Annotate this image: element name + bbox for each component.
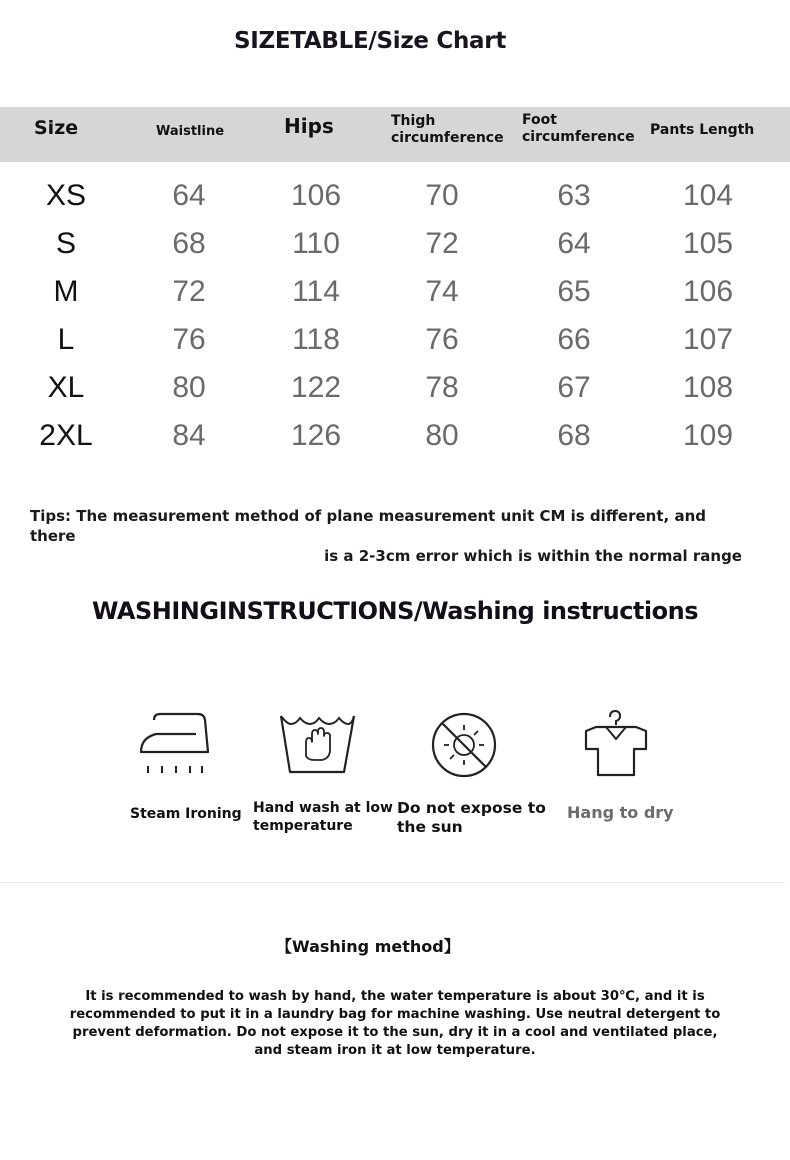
cell-pants-length: 105 <box>682 227 734 260</box>
table-row <box>0 368 790 416</box>
table-row <box>0 272 790 320</box>
washing-method-title: 【Washing method】 <box>276 937 460 956</box>
header-thigh-line1: Thigh <box>391 113 436 129</box>
cell-waist: 68 <box>172 227 206 260</box>
section-divider <box>0 882 785 883</box>
cell-waist: 80 <box>172 371 206 404</box>
cell-thigh: 74 <box>425 275 459 308</box>
no-sun-icon <box>430 711 498 779</box>
cell-pants-length: 109 <box>682 419 734 452</box>
method-line2: recommended to put it in a laundry bag for machine washing. Use neutral detergent to <box>69 1007 721 1022</box>
cell-foot: 66 <box>557 323 591 356</box>
hang-to-dry-label: Hang to dry <box>567 803 674 822</box>
cell-waist: 76 <box>172 323 206 356</box>
header-hips: Hips <box>284 114 334 138</box>
cell-foot: 65 <box>557 275 591 308</box>
cell-pants-length: 108 <box>682 371 734 404</box>
cell-hips: 122 <box>290 371 342 404</box>
cell-thigh: 72 <box>425 227 459 260</box>
cell-size: M <box>53 275 79 308</box>
cell-foot: 64 <box>557 227 591 260</box>
table-row <box>0 416 790 464</box>
measurement-tips <box>30 506 742 566</box>
size-chart-title: SIZETABLE/Size Chart <box>233 28 507 54</box>
header-foot <box>522 112 642 146</box>
cell-size: XL <box>47 371 85 404</box>
cell-foot: 68 <box>557 419 591 452</box>
tips-line1: Tips: The measurement method of plane measurement unit CM is different, and there <box>30 507 706 545</box>
cell-hips: 114 <box>292 275 340 308</box>
tips-line2: is a 2-3cm error which is within the normal range <box>324 547 742 565</box>
no-sun-label <box>397 799 546 837</box>
hand-wash-icon <box>278 712 356 776</box>
no-sun-label-line1: Do not expose to <box>397 799 546 817</box>
method-line1: It is recommended to wash by hand, the water temperature is about 30℃, and it is <box>85 989 705 1004</box>
cell-pants-length: 106 <box>682 275 734 308</box>
header-thigh <box>391 113 511 147</box>
header-size: Size <box>34 117 79 139</box>
cell-waist: 72 <box>172 275 206 308</box>
header-foot-line1: Foot <box>522 112 557 128</box>
hang-dry-icon <box>582 709 650 779</box>
cell-hips: 118 <box>292 323 340 356</box>
header-waistline: Waistline <box>156 124 225 139</box>
cell-size: L <box>57 323 75 356</box>
cell-pants-length: 104 <box>682 179 734 212</box>
cell-thigh: 78 <box>425 371 459 404</box>
method-line3: prevent deformation. Do not expose it to the sun, dry it in a cool and ventilated place, <box>72 1025 718 1040</box>
cell-foot: 67 <box>557 371 591 404</box>
cell-thigh: 70 <box>425 179 459 212</box>
cell-pants-length: 107 <box>682 323 734 356</box>
cell-size: S <box>55 227 76 260</box>
cell-waist: 64 <box>172 179 206 212</box>
washing-method-text <box>60 988 730 1060</box>
hand-wash-label-line2: temperature <box>253 818 353 834</box>
cell-hips: 110 <box>292 227 340 260</box>
header-pants-length: Pants Length <box>650 122 755 138</box>
header-thigh-line2: circumference <box>391 130 504 146</box>
cell-hips: 126 <box>290 419 342 452</box>
cell-size: XS <box>45 179 87 212</box>
header-foot-line2: circumference <box>522 129 635 145</box>
cell-thigh: 80 <box>425 419 459 452</box>
cell-hips: 106 <box>290 179 342 212</box>
washing-instructions-title: WASHINGINSTRUCTIONS/Washing instructions <box>92 597 698 625</box>
cell-foot: 63 <box>557 179 591 212</box>
method-line4: and steam iron it at low temperature. <box>254 1043 536 1058</box>
cell-waist: 84 <box>172 419 206 452</box>
hand-wash-label <box>253 799 393 835</box>
iron-icon <box>138 708 214 778</box>
no-sun-label-line2: the sun <box>397 818 463 836</box>
cell-size: 2XL <box>39 419 93 452</box>
table-row <box>0 320 790 368</box>
hand-wash-label-line1: Hand wash at low <box>253 800 393 816</box>
table-row <box>0 176 790 224</box>
cell-thigh: 76 <box>425 323 459 356</box>
steam-ironing-label: Steam Ironing <box>130 806 242 822</box>
table-row <box>0 224 790 272</box>
